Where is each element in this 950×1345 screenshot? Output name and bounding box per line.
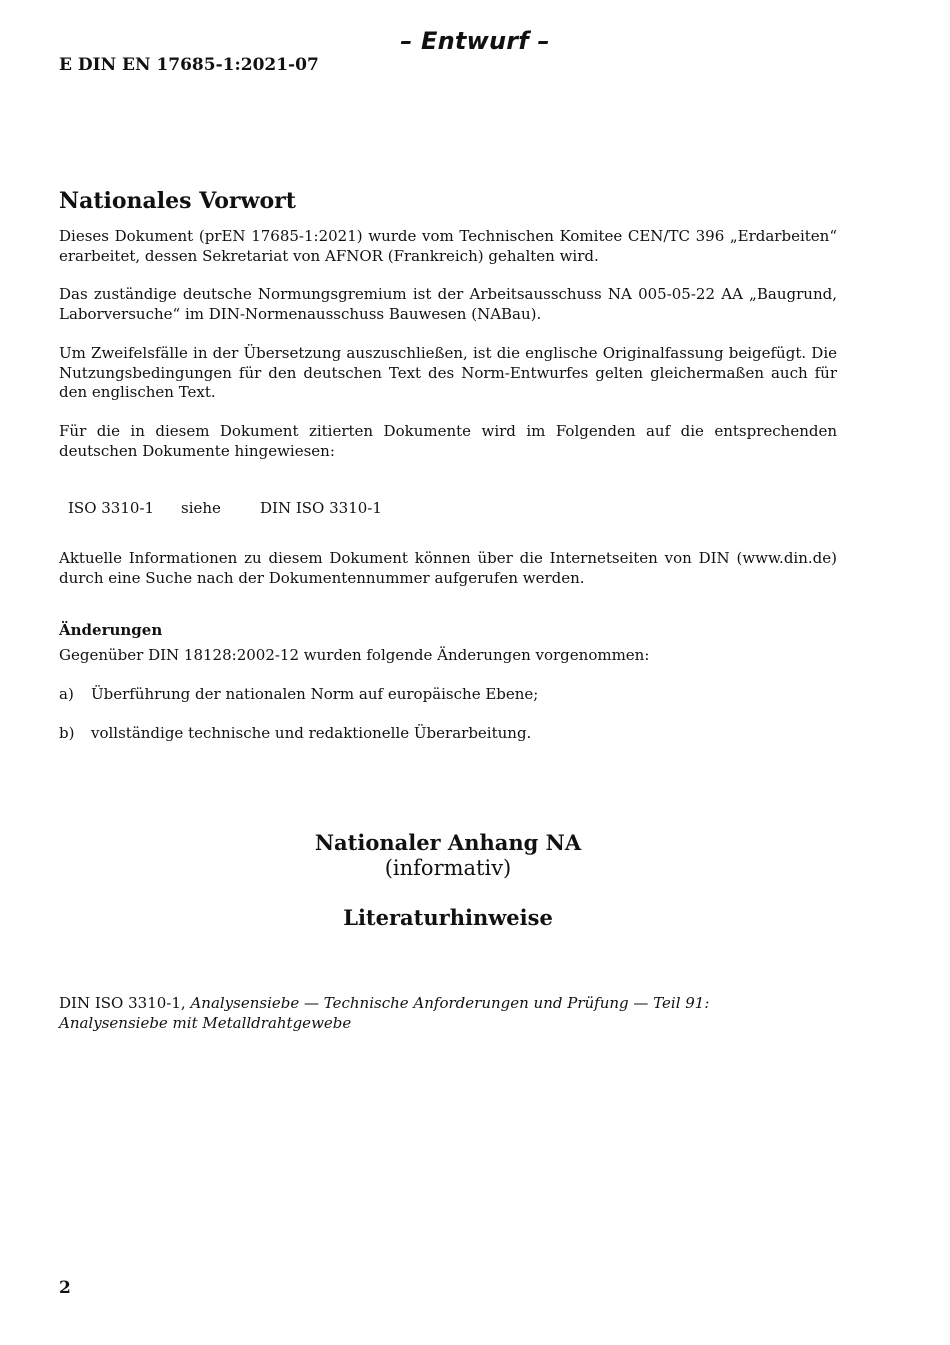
reference-source: ISO 3310-1 [68, 499, 155, 517]
reference-target: DIN ISO 3310-1 [260, 499, 382, 517]
reference-relation: siehe [181, 499, 221, 517]
foreword-paragraph-4: Für die in diesem Dokument zitierten Dokumente wird im Folgenden auf die entsprechenden deutschen Dokumente hingewiesen: [59, 422, 837, 460]
draft-watermark: – Entwurf – [400, 27, 550, 55]
page-number: 2 [59, 1278, 71, 1298]
bibliography-entry-id: DIN ISO 3310-1, [59, 994, 186, 1012]
document-id: E DIN EN 17685-1:2021-07 [59, 55, 319, 75]
list-item-text: Überführung der nationalen Norm auf europäische Ebene; [91, 685, 539, 703]
info-paragraph: Aktuelle Informationen zu diesem Dokument können über die Internetseiten von DIN (www.din.de) durch eine Suche nach der Dokumentennummer aufgerufen werden. [59, 549, 837, 587]
bibliography-entry [59, 994, 819, 1033]
bibliography-heading: Literaturhinweise [343, 905, 553, 930]
bibliography-entry-title: Analysensiebe — Technische Anforderungen und Prüfung — Teil 91: Analysensiebe mit Metalldrahtgewebe [59, 994, 710, 1032]
list-marker: a) [59, 685, 74, 703]
foreword-paragraph-3: Um Zweifelsfälle in der Übersetzung auszuschließen, ist die englische Originalfassung beigefügt. Die Nutzungsbedingungen für den deutschen Text des Norm-Entwurfes gelten gleichermaßen auch für den englischen Text. [59, 344, 837, 401]
list-marker: b) [59, 724, 75, 742]
foreword-heading: Nationales Vorwort [59, 188, 296, 214]
changes-intro: Gegenüber DIN 18128:2002-12 wurden folgende Änderungen vorgenommen: [59, 646, 650, 664]
changes-heading: Änderungen [59, 621, 163, 639]
annex-title: Nationaler Anhang NA [314, 830, 582, 855]
foreword-paragraph-2: Das zuständige deutsche Normungsgremium ist der Arbeitsausschuss NA 005-05-22 AA „Baugrund, Laborversuche“ im DIN-Normenausschuss Bauwesen (NABau). [59, 285, 837, 323]
annex-subtitle: (informativ) [384, 856, 512, 880]
foreword-paragraph-1: Dieses Dokument (prEN 17685-1:2021) wurde vom Technischen Komitee CEN/TC 396 „Erdarbeiten“ erarbeitet, dessen Sekretariat von AFNOR (Frankreich) gehalten wird. [59, 227, 837, 265]
list-item-text: vollständige technische und redaktionelle Überarbeitung. [91, 724, 532, 742]
